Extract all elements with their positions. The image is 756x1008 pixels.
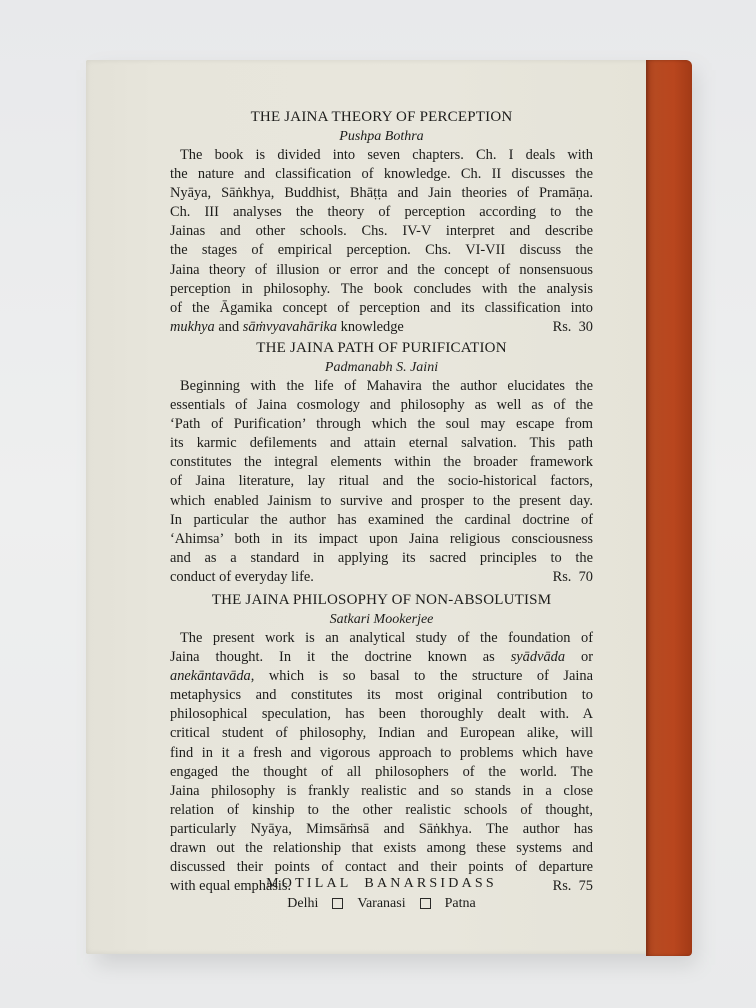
publisher-name: MOTILAL BANARSIDASS — [266, 876, 497, 891]
description-line: and as a standard in applying its sacred principles to the — [170, 549, 593, 566]
publisher-cities — [170, 894, 593, 913]
description-text: conduct of everyday life. — [170, 568, 314, 585]
description-line: Ch. III analyses the theory of perception according to the — [170, 204, 593, 221]
description-line: its karmic defilements and attain eternal salvation. This path — [170, 435, 593, 452]
description-line: In particular the author has examined the cardinal doctrine of — [170, 511, 593, 528]
description-line: the nature and classification of knowledge. Ch. II discusses the — [170, 166, 593, 183]
italic-term: syādvāda — [510, 649, 566, 666]
description-line: critical student of philosophy, Indian and European alike, will — [170, 725, 593, 742]
description-line: Jainas and other schools. Chs. IV-V interpret and describe — [170, 223, 593, 240]
italic-term: mukhya — [170, 318, 215, 335]
book-author: Satkari Mookerjee — [329, 611, 434, 627]
description-line: discussed their points of contact and their points of departure — [170, 859, 593, 876]
description-line: the stages of empirical perception. Chs. VI-VII discuss the — [170, 242, 593, 259]
book-listing-3 — [170, 591, 593, 896]
description-line: find in it a fresh and vigorous approach to problems which have — [170, 744, 593, 761]
description-line: Jaina philosophy is frankly realistic and so stands in a close — [170, 782, 593, 799]
book-listing-2 — [170, 339, 593, 587]
description-line: of the Āgamika concept of perception and its classification into — [170, 299, 593, 316]
description-line: perception in philosophy. The book concludes with the analysis — [170, 280, 593, 297]
description-text-part: , which is so basal to the structure of Jaina — [250, 668, 593, 685]
box-separator-icon — [332, 898, 343, 909]
description-line — [170, 648, 593, 667]
description-line: ‘Path of Purification’ through which the soul may escape from — [170, 416, 593, 433]
description-line: drawn out the relationship that exists among these systems and — [170, 840, 593, 856]
description-text — [170, 318, 404, 337]
price: Rs. 30 — [552, 318, 593, 335]
box-separator-icon — [420, 898, 431, 909]
description-line: which enabled Jainism to survive and prosper to the present day. — [170, 492, 593, 509]
book-title: THE JAINA THEORY OF PERCEPTION — [250, 109, 513, 125]
book-spine — [646, 60, 692, 956]
description-line: philosophical speculation, has been thoroughly dealt with. A — [170, 706, 593, 723]
description-line — [170, 667, 593, 686]
description-last-line — [170, 318, 593, 337]
book-listing-1 — [170, 108, 593, 337]
italic-term: anekāntavāda — [170, 668, 251, 685]
description-last-line — [170, 568, 593, 587]
city-name: Delhi — [287, 896, 319, 911]
description-text-part: or — [565, 649, 593, 666]
book-author: Pushpa Bothra — [339, 129, 424, 144]
description-line: ‘Ahimsa’ both in its impact upon Jaina religious consciousness — [170, 530, 593, 547]
description-text-part: Jaina thought. In it the doctrine known as — [170, 649, 511, 666]
description-text-part: knowledge — [337, 318, 404, 335]
book-author: Padmanabh S. Jaini — [324, 359, 439, 375]
city-name: Patna — [444, 896, 476, 911]
price: Rs. 75 — [552, 878, 593, 895]
cover-text — [170, 108, 593, 896]
description-line: The book is divided into seven chapters. Ch. I deals with — [180, 147, 593, 163]
city-name: Varanasi — [357, 896, 406, 911]
description-line: engaged the thought of all philosophers of the world. The — [170, 763, 593, 780]
description-line: Nyāya, Sāṅkhya, Buddhist, Bhāṭṭa and Jain theories of Pramāṇa. — [170, 185, 593, 202]
description-line: of Jaina literature, lay ritual and the socio-historical factors, — [170, 473, 593, 490]
price: Rs. 70 — [552, 568, 593, 585]
book-title: THE JAINA PHILOSOPHY OF NON-ABSOLUTISM — [211, 591, 552, 608]
description-line: Beginning with the life of Mahavira the author elucidates the — [180, 377, 593, 394]
description-line: Jaina theory of illusion or error and the concept of nonsensuous — [170, 261, 593, 278]
description-line: The present work is an analytical study of the foundation of — [180, 629, 593, 646]
book-title: THE JAINA PATH OF PURIFICATION — [256, 339, 507, 356]
description-line: constitutes the integral elements within the broader framework — [170, 454, 593, 471]
description-text-part: and — [214, 318, 243, 335]
description-line: particularly Nyāya, Mimsāṁsā and Sāṅkhya. The author has — [170, 820, 593, 837]
description-line: metaphysics and constitutes its most original contribution to — [170, 687, 593, 704]
description-text: with equal emphasis. — [170, 878, 292, 895]
description-line: relation of kinship to the other realistic schools of thought, — [170, 801, 593, 818]
publisher-block — [170, 875, 593, 913]
italic-term: sāṁvyavahārika — [242, 318, 338, 335]
description-line: essentials of Jaina cosmology and philosophy as well as of the — [170, 397, 593, 414]
